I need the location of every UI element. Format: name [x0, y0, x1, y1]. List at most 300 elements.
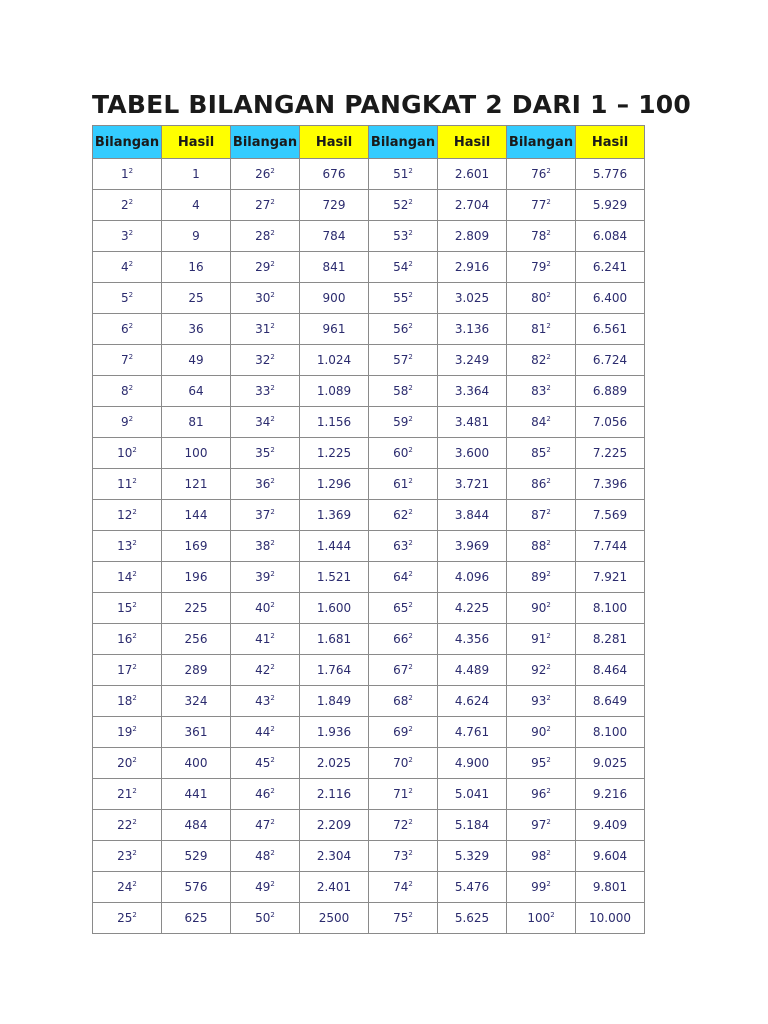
table-row [93, 810, 645, 841]
exponent: 2 [270, 477, 275, 485]
exponent: 2 [270, 446, 275, 454]
hasil-cell: 8.649 [576, 686, 645, 717]
base-number: 3 [120, 229, 129, 243]
bilangan-cell [231, 562, 300, 593]
bilangan-cell [369, 252, 438, 283]
exponent: 2 [270, 198, 275, 206]
bilangan-cell [369, 779, 438, 810]
table-row [93, 686, 645, 717]
exponent: 2 [128, 229, 134, 237]
base-number: 62 [393, 508, 409, 522]
base-number: 4 [120, 260, 129, 274]
hasil-cell: 3.249 [438, 345, 507, 376]
bilangan-cell [369, 841, 438, 872]
hasil-cell: 441 [162, 779, 231, 810]
hasil-cell: 729 [300, 190, 369, 221]
base-number: 10 [117, 446, 133, 460]
hasil-cell: 2.916 [438, 252, 507, 283]
hasil-cell: 1.444 [300, 531, 369, 562]
exponent: 2 [546, 322, 551, 330]
base-number: 66 [393, 632, 409, 646]
exponent: 2 [546, 260, 551, 268]
bilangan-cell [231, 903, 300, 934]
table-row [93, 345, 645, 376]
hasil-cell: 576 [162, 872, 231, 903]
base-number: 67 [393, 663, 409, 677]
base-number: 74 [393, 880, 409, 894]
header-hasil: Hasil [576, 126, 645, 159]
exponent: 2 [128, 322, 134, 330]
hasil-cell: 4.489 [438, 655, 507, 686]
base-number: 77 [531, 198, 547, 212]
bilangan-cell [93, 252, 162, 283]
hasil-cell: 2.025 [300, 748, 369, 779]
base-number: 20 [117, 756, 133, 770]
bilangan-cell [93, 810, 162, 841]
table-body [93, 159, 645, 934]
hasil-cell: 1.296 [300, 469, 369, 500]
bilangan-cell [93, 872, 162, 903]
exponent: 2 [132, 818, 137, 826]
hasil-cell: 529 [162, 841, 231, 872]
exponent: 2 [128, 353, 134, 361]
table-row [93, 283, 645, 314]
base-number: 59 [393, 415, 409, 429]
bilangan-cell [507, 159, 576, 190]
base-number: 29 [255, 260, 271, 274]
bilangan-cell [507, 686, 576, 717]
exponent: 2 [408, 446, 413, 454]
exponent: 2 [408, 787, 413, 795]
hasil-cell: 6.561 [576, 314, 645, 345]
hasil-cell: 6.400 [576, 283, 645, 314]
hasil-cell: 9 [162, 221, 231, 252]
base-number: 35 [255, 446, 271, 460]
hasil-cell: 4.900 [438, 748, 507, 779]
base-number: 27 [255, 198, 271, 212]
bilangan-cell [369, 531, 438, 562]
bilangan-cell [231, 159, 300, 190]
hasil-cell: 5.041 [438, 779, 507, 810]
base-number: 55 [393, 291, 409, 305]
base-number: 96 [531, 787, 547, 801]
hasil-cell: 900 [300, 283, 369, 314]
base-number: 41 [255, 632, 271, 646]
base-number: 16 [117, 632, 133, 646]
header-bilangan: Bilangan [231, 126, 300, 159]
exponent: 2 [270, 632, 275, 640]
table-row [93, 469, 645, 500]
exponent: 2 [546, 849, 551, 857]
hasil-cell: 9.409 [576, 810, 645, 841]
base-number: 12 [117, 508, 133, 522]
hasil-cell: 324 [162, 686, 231, 717]
exponent: 2 [132, 601, 137, 609]
exponent: 2 [546, 539, 551, 547]
table-row [93, 903, 645, 934]
base-number: 91 [531, 632, 547, 646]
hasil-cell: 3.025 [438, 283, 507, 314]
bilangan-cell [507, 252, 576, 283]
exponent: 2 [270, 849, 275, 857]
exponent: 2 [408, 539, 413, 547]
exponent: 2 [270, 508, 275, 516]
exponent: 2 [132, 880, 137, 888]
hasil-cell: 7.744 [576, 531, 645, 562]
bilangan-cell [507, 314, 576, 345]
exponent: 2 [408, 663, 413, 671]
hasil-cell: 8.281 [576, 624, 645, 655]
bilangan-cell [93, 314, 162, 345]
exponent: 2 [408, 849, 413, 857]
hasil-cell: 2.809 [438, 221, 507, 252]
base-number: 63 [393, 539, 409, 553]
bilangan-cell [231, 221, 300, 252]
base-number: 90 [531, 601, 547, 615]
exponent: 2 [270, 787, 275, 795]
base-number: 89 [531, 570, 547, 584]
bilangan-cell [231, 252, 300, 283]
hasil-cell: 169 [162, 531, 231, 562]
base-number: 71 [393, 787, 409, 801]
hasil-cell: 3.364 [438, 376, 507, 407]
squares-table [92, 125, 645, 934]
base-number: 21 [117, 787, 133, 801]
bilangan-cell [369, 283, 438, 314]
exponent: 2 [546, 787, 551, 795]
bilangan-cell [231, 686, 300, 717]
bilangan-cell [507, 593, 576, 624]
bilangan-cell [93, 407, 162, 438]
bilangan-cell [93, 903, 162, 934]
bilangan-cell [369, 438, 438, 469]
hasil-cell: 2.401 [300, 872, 369, 903]
bilangan-cell [231, 779, 300, 810]
bilangan-cell [231, 469, 300, 500]
bilangan-cell [231, 717, 300, 748]
base-number: 88 [531, 539, 547, 553]
bilangan-cell [93, 779, 162, 810]
bilangan-cell [507, 500, 576, 531]
exponent: 2 [408, 632, 413, 640]
table-row [93, 252, 645, 283]
bilangan-cell [369, 159, 438, 190]
exponent: 2 [408, 198, 413, 206]
base-number: 79 [531, 260, 547, 274]
bilangan-cell [507, 779, 576, 810]
hasil-cell: 2.209 [300, 810, 369, 841]
hasil-cell: 1.369 [300, 500, 369, 531]
base-number: 98 [531, 849, 547, 863]
bilangan-cell [507, 376, 576, 407]
base-number: 97 [531, 818, 547, 832]
header-hasil: Hasil [162, 126, 231, 159]
exponent: 2 [408, 756, 413, 764]
exponent: 2 [546, 663, 551, 671]
bilangan-cell [93, 624, 162, 655]
bilangan-cell [93, 531, 162, 562]
page-title: TABEL BILANGAN PANGKAT 2 DARI 1 – 100 [92, 90, 691, 119]
exponent: 2 [270, 818, 275, 826]
base-number: 37 [255, 508, 271, 522]
hasil-cell: 4.096 [438, 562, 507, 593]
exponent: 2 [408, 911, 413, 919]
exponent: 2 [270, 229, 275, 237]
bilangan-cell [369, 345, 438, 376]
table-row [93, 221, 645, 252]
bilangan-cell [93, 841, 162, 872]
bilangan-cell [507, 810, 576, 841]
hasil-cell: 64 [162, 376, 231, 407]
hasil-cell: 8.464 [576, 655, 645, 686]
hasil-cell: 3.600 [438, 438, 507, 469]
exponent: 2 [132, 446, 137, 454]
base-number: 68 [393, 694, 409, 708]
hasil-cell: 100 [162, 438, 231, 469]
base-number: 92 [531, 663, 547, 677]
bilangan-cell [93, 686, 162, 717]
base-number: 93 [531, 694, 547, 708]
base-number: 57 [393, 353, 409, 367]
exponent: 2 [270, 167, 275, 175]
exponent: 2 [546, 694, 551, 702]
hasil-cell: 9.025 [576, 748, 645, 779]
base-number: 83 [531, 384, 547, 398]
exponent: 2 [408, 167, 413, 175]
header-hasil: Hasil [438, 126, 507, 159]
bilangan-cell [369, 407, 438, 438]
hasil-cell: 8.100 [576, 717, 645, 748]
hasil-cell: 6.084 [576, 221, 645, 252]
hasil-cell: 6.724 [576, 345, 645, 376]
hasil-cell: 1.936 [300, 717, 369, 748]
exponent: 2 [132, 632, 137, 640]
exponent: 2 [546, 198, 551, 206]
base-number: 84 [531, 415, 547, 429]
header-bilangan: Bilangan [507, 126, 576, 159]
bilangan-cell [93, 593, 162, 624]
base-number: 1 [120, 167, 129, 181]
hasil-cell: 484 [162, 810, 231, 841]
exponent: 2 [408, 508, 413, 516]
base-number: 87 [531, 508, 547, 522]
table-row [93, 500, 645, 531]
table-row [93, 748, 645, 779]
bilangan-cell [231, 345, 300, 376]
hasil-cell: 25 [162, 283, 231, 314]
bilangan-cell [507, 872, 576, 903]
exponent: 2 [270, 570, 275, 578]
base-number: 6 [120, 322, 129, 336]
base-number: 64 [393, 570, 409, 584]
base-number: 47 [255, 818, 271, 832]
base-number: 26 [255, 167, 271, 181]
hasil-cell: 9.801 [576, 872, 645, 903]
exponent: 2 [546, 601, 551, 609]
bilangan-cell [369, 655, 438, 686]
exponent: 2 [408, 694, 413, 702]
exponent: 2 [128, 415, 134, 423]
base-number: 43 [255, 694, 271, 708]
base-number: 49 [255, 880, 271, 894]
exponent: 2 [270, 291, 275, 299]
exponent: 2 [546, 291, 551, 299]
hasil-cell: 5.184 [438, 810, 507, 841]
header-row [93, 126, 645, 159]
bilangan-cell [507, 717, 576, 748]
bilangan-cell [507, 438, 576, 469]
exponent: 2 [546, 818, 551, 826]
bilangan-cell [231, 407, 300, 438]
bilangan-cell [93, 376, 162, 407]
hasil-cell: 1.225 [300, 438, 369, 469]
base-number: 15 [117, 601, 133, 615]
hasil-cell: 5.476 [438, 872, 507, 903]
exponent: 2 [128, 198, 134, 206]
exponent: 2 [270, 756, 275, 764]
base-number: 85 [531, 446, 547, 460]
hasil-cell: 10.000 [576, 903, 645, 934]
bilangan-cell [369, 903, 438, 934]
bilangan-cell [507, 562, 576, 593]
exponent: 2 [408, 229, 413, 237]
exponent: 2 [546, 229, 551, 237]
hasil-cell: 1.089 [300, 376, 369, 407]
bilangan-cell [231, 190, 300, 221]
hasil-cell: 9.604 [576, 841, 645, 872]
hasil-cell: 5.929 [576, 190, 645, 221]
exponent: 2 [270, 415, 275, 423]
exponent: 2 [132, 725, 137, 733]
bilangan-cell [369, 624, 438, 655]
bilangan-cell [507, 903, 576, 934]
table-row [93, 407, 645, 438]
table-row [93, 841, 645, 872]
base-number: 46 [255, 787, 271, 801]
hasil-cell: 256 [162, 624, 231, 655]
bilangan-cell [369, 221, 438, 252]
exponent: 2 [132, 787, 137, 795]
base-number: 50 [255, 911, 271, 925]
hasil-cell: 1.156 [300, 407, 369, 438]
exponent: 2 [408, 384, 413, 392]
bilangan-cell [93, 159, 162, 190]
exponent: 2 [546, 477, 551, 485]
exponent: 2 [270, 911, 275, 919]
exponent: 2 [546, 725, 551, 733]
exponent: 2 [270, 663, 275, 671]
base-number: 9 [120, 415, 129, 429]
table-row [93, 624, 645, 655]
exponent: 2 [408, 353, 413, 361]
table-row [93, 593, 645, 624]
hasil-cell: 7.396 [576, 469, 645, 500]
hasil-cell: 1.681 [300, 624, 369, 655]
exponent: 2 [408, 322, 413, 330]
bilangan-cell [231, 655, 300, 686]
bilangan-cell [507, 190, 576, 221]
base-number: 52 [393, 198, 409, 212]
hasil-cell: 7.921 [576, 562, 645, 593]
exponent: 2 [408, 260, 413, 268]
exponent: 2 [128, 260, 134, 268]
exponent: 2 [546, 446, 551, 454]
hasil-cell: 225 [162, 593, 231, 624]
base-number: 56 [393, 322, 409, 336]
exponent: 2 [408, 725, 413, 733]
hasil-cell: 4.225 [438, 593, 507, 624]
hasil-cell: 1.024 [300, 345, 369, 376]
bilangan-cell [369, 190, 438, 221]
exponent: 2 [128, 167, 134, 175]
exponent: 2 [270, 353, 275, 361]
exponent: 2 [270, 260, 275, 268]
base-number: 45 [255, 756, 271, 770]
bilangan-cell [93, 748, 162, 779]
base-number: 36 [255, 477, 271, 491]
bilangan-cell [369, 717, 438, 748]
base-number: 19 [117, 725, 133, 739]
table-row [93, 159, 645, 190]
base-number: 78 [531, 229, 547, 243]
base-number: 51 [393, 167, 409, 181]
table-row [93, 562, 645, 593]
hasil-cell: 289 [162, 655, 231, 686]
table-row [93, 438, 645, 469]
base-number: 40 [255, 601, 271, 615]
base-number: 44 [255, 725, 271, 739]
exponent: 2 [132, 756, 137, 764]
hasil-cell: 4 [162, 190, 231, 221]
bilangan-cell [507, 469, 576, 500]
bilangan-cell [507, 841, 576, 872]
exponent: 2 [408, 570, 413, 578]
base-number: 73 [393, 849, 409, 863]
hasil-cell: 121 [162, 469, 231, 500]
exponent: 2 [132, 570, 137, 578]
base-number: 54 [393, 260, 409, 274]
hasil-cell: 5.625 [438, 903, 507, 934]
exponent: 2 [270, 539, 275, 547]
base-number: 25 [117, 911, 133, 925]
hasil-cell: 81 [162, 407, 231, 438]
bilangan-cell [93, 469, 162, 500]
exponent: 2 [270, 384, 275, 392]
exponent: 2 [408, 477, 413, 485]
bilangan-cell [93, 190, 162, 221]
bilangan-cell [93, 562, 162, 593]
exponent: 2 [546, 353, 551, 361]
exponent: 2 [132, 539, 137, 547]
bilangan-cell [369, 500, 438, 531]
base-number: 39 [255, 570, 271, 584]
exponent: 2 [270, 725, 275, 733]
bilangan-cell [231, 438, 300, 469]
hasil-cell: 7.056 [576, 407, 645, 438]
bilangan-cell [369, 748, 438, 779]
hasil-cell: 2.704 [438, 190, 507, 221]
exponent: 2 [546, 632, 551, 640]
exponent: 2 [408, 291, 413, 299]
bilangan-cell [93, 283, 162, 314]
base-number: 2 [120, 198, 129, 212]
base-number: 11 [117, 477, 133, 491]
table-row [93, 376, 645, 407]
table-row [93, 190, 645, 221]
hasil-cell: 361 [162, 717, 231, 748]
base-number: 8 [120, 384, 129, 398]
header-bilangan: Bilangan [369, 126, 438, 159]
